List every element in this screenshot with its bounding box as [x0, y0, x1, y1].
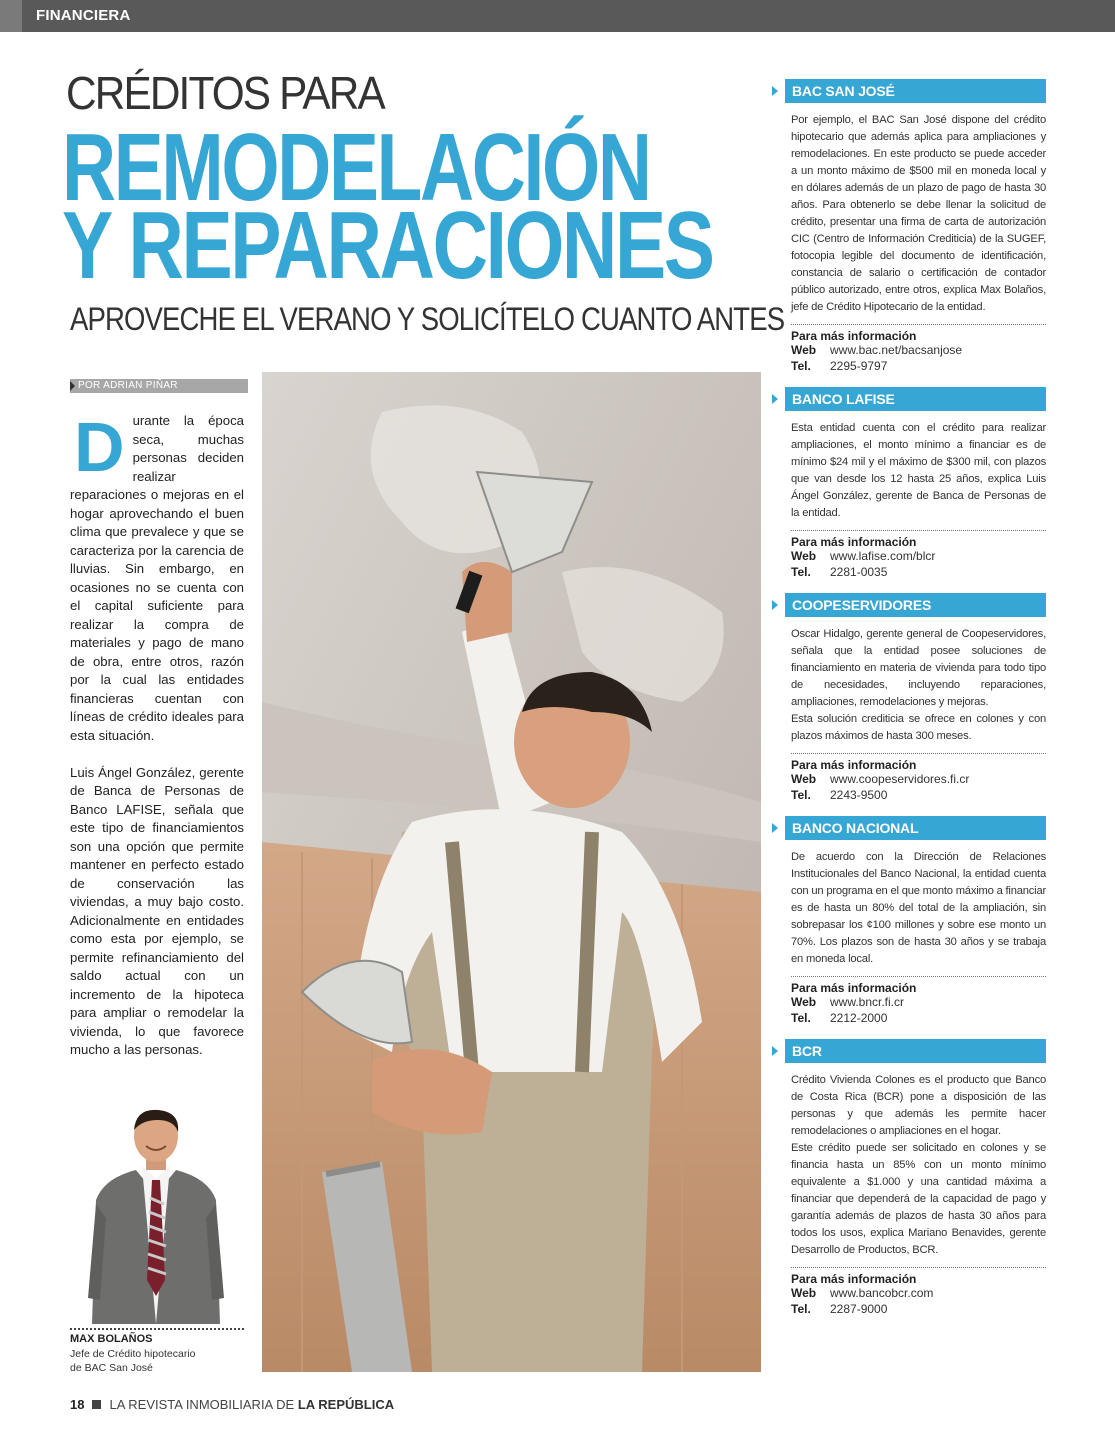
- portrait-name: MAX BOLAÑOS: [70, 1333, 153, 1345]
- tel-number: 2243-9500: [830, 787, 888, 802]
- bank-description: [791, 1072, 1046, 1259]
- web-row: [791, 343, 1046, 359]
- bank-description: [791, 420, 1046, 522]
- web-row: [791, 995, 1046, 1011]
- bank-sidebar: [772, 78, 1046, 1329]
- bank-description-paragraph: Esta solución crediticia se ofrece en colones y con plazos máximos de hasta 300 meses.: [791, 713, 1046, 742]
- tel-row: [791, 359, 1046, 375]
- bank-description-paragraph: Por ejemplo, el BAC San José dispone del crédito hipotecario que además aplica para ampliaciones y remodelaciones. En este producto se puede acceder a un monto máximo de $500 mil en moneda local y en dólares además de un plazo de pago de hasta 30 años. Para obtenerlo se debe llenar la solicitud de crédito, presentar una firma de carta de autorización CIC (Centro de Información Crediticia) de la SUGEF, fotocopia legible del documento de identificación, constancia de salario o certificación de contador público autorizado, entre otros, explica Max Bolaños, jefe de Crédito Hipotecario de la entidad.: [791, 114, 1046, 313]
- portrait-role: [70, 1347, 250, 1375]
- byline: [70, 379, 248, 393]
- more-info-title: Para más información: [791, 535, 917, 549]
- web-link[interactable]: www.bancobcr.com: [830, 1286, 934, 1300]
- info-separator: [791, 976, 1046, 977]
- bank-description: [791, 849, 1046, 968]
- bank-card-bac-san-jose: [772, 78, 1046, 374]
- tel-row: [791, 565, 1046, 581]
- bank-header: [772, 592, 1046, 618]
- subheadline: APROVECHE EL VERANO Y SOLICÍTELO CUANTO ANTES: [70, 301, 785, 337]
- tel-row: [791, 1302, 1046, 1318]
- page-footer: [70, 1397, 394, 1412]
- article-body: [70, 408, 244, 1078]
- web-label: Web: [791, 995, 817, 1009]
- title-kicker: CRÉDITOS PARA: [66, 67, 384, 119]
- tel-label: Tel.: [791, 564, 811, 579]
- bank-description-paragraph: Este crédito puede ser solicitado en colones y se financia hasta un 85% con un monto mínimo equivalente a $1.000 y una cantidad máxima a financiar que dependerá de la capacidad de pago y garantía además de plazos de hasta 30 años para todos los usos, explica Mariano Benavides, gerente Desarrollo de Productos, BCR.: [791, 1142, 1046, 1256]
- byline-text: [78, 380, 178, 391]
- web-label: Web: [791, 772, 817, 786]
- bank-name: COOPESERVIDORES: [792, 597, 932, 613]
- bank-header: [772, 1038, 1046, 1064]
- bank-card-banco-nacional: [772, 815, 1046, 1026]
- publication-name: LA REVISTA INMOBILIARIA DE: [109, 1397, 295, 1412]
- bank-card-coopeservidores: [772, 592, 1046, 803]
- web-row: [791, 1286, 1046, 1302]
- tel-number: 2281-0035: [830, 564, 888, 579]
- headline-line-1: REMODELACIÓN: [62, 114, 650, 221]
- byline-triangle-icon: [70, 381, 75, 391]
- tel-number: 2287-9000: [830, 1301, 888, 1316]
- bank-name: BANCO NACIONAL: [792, 820, 919, 836]
- portrait-role-line-1: Jefe de Crédito hipotecario: [70, 1348, 196, 1360]
- portrait-role-line-2: de BAC San José: [70, 1362, 153, 1374]
- bank-header: [772, 386, 1046, 412]
- more-info-title: Para más información: [791, 758, 917, 772]
- bank-description-paragraph: Esta entidad cuenta con el crédito para realizar ampliaciones, el monto mínimo a financiar es de mínimo $24 mil y el máximo de $300 mil, con plazos que van desde los 12 hasta 25 años, explica Luis Ángel González, gerente de Banca de Personas de la entidad.: [791, 422, 1046, 519]
- web-label: Web: [791, 343, 817, 357]
- body-paragraph-1: [70, 408, 244, 745]
- bank-description: [791, 626, 1046, 745]
- caption-rule: [70, 1328, 244, 1330]
- info-separator: [791, 530, 1046, 531]
- info-separator: [791, 753, 1046, 754]
- square-bullet-icon: [92, 1400, 101, 1409]
- bank-name: BAC SAN JOSÉ: [792, 83, 895, 99]
- arrow-right-icon: [772, 600, 778, 610]
- bank-card-bcr: [772, 1038, 1046, 1317]
- tel-label: Tel.: [791, 358, 811, 373]
- main-photo-worker-plastering: [262, 372, 761, 1372]
- tel-label: Tel.: [791, 787, 811, 802]
- web-link[interactable]: www.bac.net/bacsanjose: [830, 343, 963, 357]
- info-separator: [791, 324, 1046, 325]
- tel-label: Tel.: [791, 1301, 811, 1316]
- bank-card-banco-lafise: [772, 386, 1046, 580]
- web-label: Web: [791, 1286, 817, 1300]
- section-bar-accent: [0, 0, 22, 32]
- tel-number: 2295-9797: [830, 358, 888, 373]
- bank-description-paragraph: Oscar Hidalgo, gerente general de Coopeservidores, señala que la entidad posee soluciones de financiamiento en materia de vivienda para todo tipo de necesidades, incluyendo reparaciones, ampliaciones, remodelaciones y mejoras.: [791, 628, 1046, 708]
- section-label: FINANCIERA: [36, 7, 131, 24]
- body-paragraph-2: Luis Ángel González, gerente de Banca de Personas de Banco LAFISE, señala que este tipo de financiamientos son una opción que permite mantener en perfecto estado de conservación las viviendas, a muy bajo costo. Adicionalmente en entidades como esta por ejemplo, se permite refinanciamiento del saldo actual con un incremento de la hipoteca para ampliar o remodelar la vivienda, lo que favorece mucho a las personas.: [70, 764, 244, 1057]
- bank-name: BCR: [792, 1043, 822, 1059]
- web-link[interactable]: www.coopeservidores.fi.cr: [830, 772, 970, 786]
- bank-name: BANCO LAFISE: [792, 391, 895, 407]
- arrow-right-icon: [772, 394, 778, 404]
- bank-description-paragraph: Crédito Vivienda Colones es el producto que Banco de Costa Rica (BCR) pone a disposición de las personas y que además les permite hacer remodelaciones o ampliaciones en el hogar.: [791, 1074, 1046, 1137]
- body-paragraph-1-text: urante la época seca, muchas personas deciden realizar reparaciones o mejoras en el hogar aprovechando el buen clima que prevalece y que se caracteriza por la carencia de lluvias. Sin embargo, en ocasiones no se cuenta con el capital suficiente para realizar la compra de materiales y pago de mano de obra, entre otros, razón por la cual las entidades financieras cuentan con líneas de crédito ideales para esta situación.: [70, 413, 244, 743]
- arrow-right-icon: [772, 86, 778, 96]
- arrow-right-icon: [772, 823, 778, 833]
- arrow-right-icon: [772, 1046, 778, 1056]
- page-number: 18: [70, 1397, 85, 1412]
- portrait-photo: [70, 1108, 242, 1324]
- more-info-title: Para más información: [791, 329, 917, 343]
- tel-row: [791, 788, 1046, 804]
- publication-brand: LA REPÚBLICA: [297, 1397, 395, 1412]
- info-separator: [791, 1267, 1046, 1268]
- web-row: [791, 772, 1046, 788]
- tel-row: [791, 1011, 1046, 1027]
- section-bar: [0, 0, 1115, 32]
- bank-description: [791, 112, 1046, 316]
- drop-cap: D: [74, 408, 125, 486]
- tel-label: Tel.: [791, 1010, 811, 1025]
- bank-description-paragraph: De acuerdo con la Dirección de Relaciones Institucionales del Banco Nacional, la entidad cuenta con un programa en el que monto máximo a financiar es de hasta un 80% del total de la ampliación, sin sobrepasar los ¢100 millones y sobre ese monto un 70%. Los plazos son de hasta 30 años y se trabaja en moneda local.: [791, 851, 1046, 965]
- byline-prefix: POR: [78, 380, 101, 391]
- tel-number: 2212-2000: [830, 1010, 888, 1025]
- more-info-title: Para más información: [791, 1272, 917, 1286]
- web-label: Web: [791, 549, 817, 563]
- web-link[interactable]: www.bncr.fi.cr: [830, 995, 905, 1009]
- byline-author: ADRIAN PIÑAR: [103, 380, 178, 391]
- bank-header-bar: [785, 1039, 1046, 1063]
- web-row: [791, 549, 1046, 565]
- more-info-title: Para más información: [791, 981, 917, 995]
- bank-header: [772, 815, 1046, 841]
- web-link[interactable]: www.lafise.com/blcr: [830, 549, 936, 563]
- headline-line-2: Y REPARACIONES: [62, 192, 713, 299]
- bank-header: [772, 78, 1046, 104]
